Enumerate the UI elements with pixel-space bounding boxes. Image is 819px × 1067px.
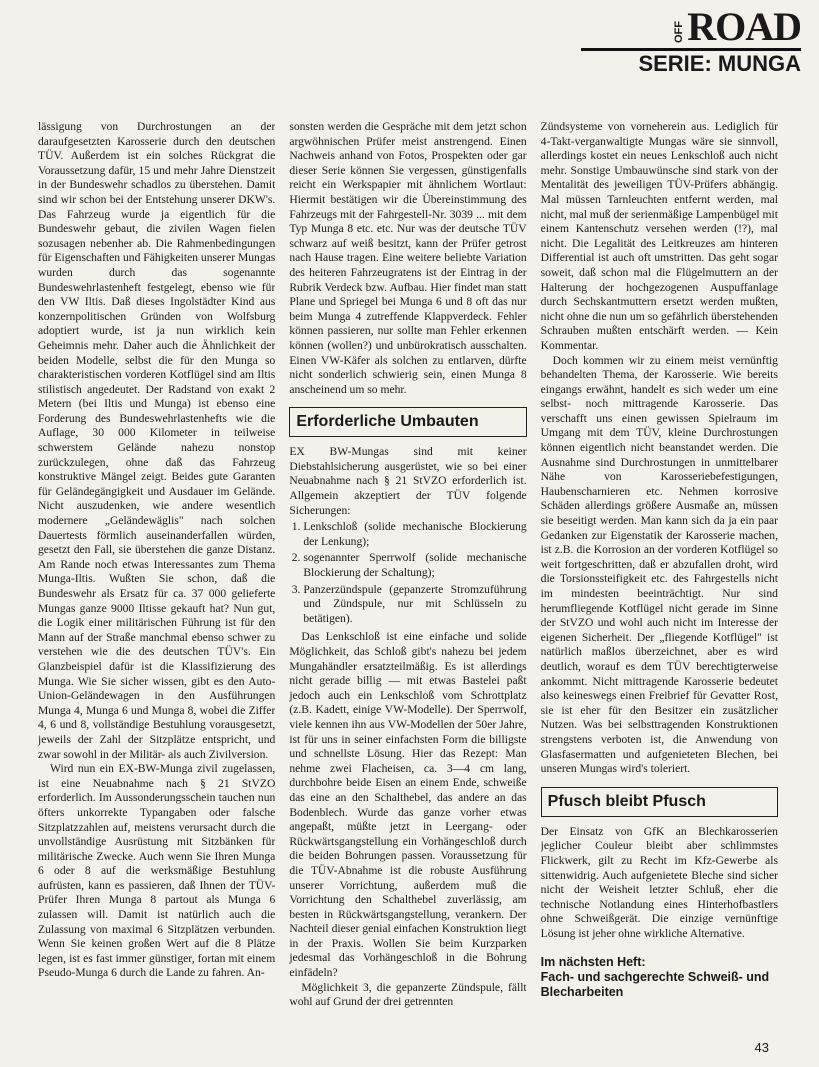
paragraph: EX BW-Mungas sind mit keiner Diebstahlsicherung ausgerüstet, wie so bei einer Neuabnahme nach § 21 StVZO erforderlich ist. Allgemein akzeptiert der TÜV folgende Sicherungen: [289, 445, 527, 517]
paragraph: Doch kommen wir zu einem meist vernünftig behandelten Thema, der Karosserie. Wie bereits eingangs erwähnt, handelt es sich weder um eine selbst- noch mittragende Karosserie. Das verschafft uns einen gewissen Spielraum im Umgang mit dem TÜV, kleine Durchrostungen können eigentlich nicht beanstandet werden. Die Ausnahme sind Durchrostungen in unmittelbarer Nähe von Karosseriebefestigungen, Haubenscharnieren etc. Nehmen korrosive Schäden allerdings größere Ausmaße an, müssen sie beseitigt werden. Man kann sich da ja ein paar Gedanken zur Eigenstatik der Karosserie machen, ist z.B. die Korrosion an der vorderen Kotflügel so weit fortgeschritten, daß er abzufallen droht, wird die Torsionssteifigkeit etc. des Fahrgestells nicht im mindesten beeinträchtigt. Nur sind herumfliegende Kotflügel nicht gerade im Sinne der StVZO und wohl auch nicht im Interesse der eigenen Sicherheit. Der „fliegende Kotflügel" ist natürlich maßlos überzeichnet, aber es wird deutlich, worauf es dem TÜV berechtigterweise ankommt. Nicht mittragende Karosserie bedeutet also keineswegs einen Freibrief für Gevatter Rost, sie ist eher für den Besitzer ein zusätzlicher Nutzen. Was bei selbsttragenden Konstruktionen strengstens verboten ist, die Anwendung von Glasfasermatten und aufgenieteten Blechen, bei unseren Mungas wird's toleriert. [540, 353, 778, 776]
next-issue-topic: Fach- und sachgerechte Schweiß- und Blecharbeiten [540, 970, 770, 1000]
paragraph: Zündsysteme von vorneherein aus. Lediglich für 4-Takt-verganwaltigte Mungas wäre sie sinnvoll, allerdings kostet ein neues Lenkschloß auch nicht mehr. Sonstige Umbauwünsche sind stark von der Mentalität des jeweiligen TÜV-Prüfers abhängig. Mal müssen Tarnleuchten entfernt werden, mal nicht, mal muß der serienmäßige Lampenbügel mit einem Kantenschutz versehen werden (!?), mal nicht. Die Legalität des Leitkreuzes am hinteren Differential ist auch oft umstritten. Das geht sogar soweit, daß schon mal die Flügelmuttern an der Halterung der hochgezogenen Auspuffanlage durch Sechskantmuttern ersetzt werden mußten, nicht ohne die nun um so gefährlich überstehenden Schrauben mußten entschärft werden. — Kein Kommentar. [540, 120, 778, 352]
list-item: 1. Lenkschloß (solide mechanische Blockierung der Lenkung); [303, 520, 526, 549]
paragraph: Der Einsatz von GfK an Blechkarosserien jeglicher Couleur bleibt aber schlimmstes Flickwerk, gilt zu Recht im Kfz-Gewerbe als sittenwidrig. Auch aufgenietete Bleche sind sicher nicht der Weisheit letzter Schluß, eher die technische Notlandung eines Hinterhofbastlers ohne Schweißgerät. Die einzige vernünftige Lösung ist jeher ohne wirkliche Alternative. [540, 824, 778, 940]
offroad-logo [541, 4, 801, 49]
next-issue-title: Im nächsten Heft: [540, 955, 646, 970]
column-2 [289, 120, 526, 1025]
paragraph: Möglichkeit 3, die gepanzerte Zündspule, fällt wohl auf Grund der drei getrennten [289, 980, 527, 1009]
page-header [541, 6, 801, 77]
page-number: 43 [754, 1040, 769, 1055]
paragraph: sonsten werden die Gespräche mit dem jetzt schon argwöhnischen Prüfer meist anstrengend. Einen Nachweis anhand von Fotos, Prospekten oder gar dieser Serie können Sie vergessen, günstigenfalls reicht ein Werkspapier mit ähnlichem Wortlaut: Hiermit bestätigen wir die Übereinstimmung des Fahrzeugs mit der Fahrgestell-Nr. 3039 ... mit dem Typ Munga 8 etc. etc. Nur was der deutsche TÜV schwarz auf weiß besitzt, kann der Prüfer getrost nach Hause tragen. Eine weitere beliebte Variation des heiteren Fahrzeugratens ist der Eintrag in der Rubrik Verdeck bzw. Aufbau. Hier findet man statt Plane und Spriegel bei Munga 6 und 8 oft das nur beim Munga 4 zutreffende Klappverdeck. Fehler können passieren, nur sollte man Fehler erkennen können (wollen?) und unbürokratisch ausschalten. Einen VW-Käfer als solchen zu entlarven, dürfte nicht sonderlich schwierig sein, einen Munga 8 anscheinend um so mehr. [289, 120, 527, 396]
list-item: 3. Panzerzündspule (gepanzerte Stromzuführung und Zündspule, nur mit Schlüsseln zu betätigen). [303, 583, 526, 627]
article-columns [38, 120, 778, 1025]
paragraph: Das Lenkschloß ist eine einfache und solide Möglichkeit, das Schloß gibt's nahezu bei jedem Mungahändler ersatzteilmäßig. Es ist allerdings nicht gerade billig — mit etwas Bastelei paßt jedoch auch ein Lenkschloß vom Schrottplatz (z.B. Kadett, einige VW-Modelle). Der Sperrwolf, viele kennen ihn aus VW-Modellen der 50er Jahre, ist für uns in seiner einfachsten Form die billigste und schnellste Lösung. Hier das Rezept: Man nehme zwei Flacheisen, ca. 3—4 cm lang, durchbohre beide Eisen an einem Ende, schweiße das eine an den Schalthebel, das andere an das Bodenblech. Wurde das ganze vorher etwas angepaßt, müßte jetzt in Leergang- oder Rückwärtsgangstellung ein Vorhängeschloß durch die beiden Bohrungen passen. Voraussetzung für die TÜV-Abnahme ist die robuste Ausführung unserer Vorrichtung, außerdem muß die Vorrichtung den Schalthebel zuverlässig, am besten in Rückwärtsgangstellung, verankern. Der Nachteil dieser genial einfachen Konstruktion liegt in der Praxis. Wollen Sie beim Kurzparken jedesmal das Vorhängeschloß in die Bohrung einfädeln? [289, 630, 527, 980]
paragraph: lässigung von Durchrostungen an der daraufgesetzten Karosserie durch den deutschen TÜV. Außerdem ist ein solches Rückgrat die Voraussetzung dafür, 15 und mehr Jahre Dienstzeit in der Bundeswehr schadlos zu überstehen. Damit sind wir schon bei der Entstehung unserer DKW's. Das Fahrzeug wurde ja eigentlich für die Bundeswehr gebaut, die zivilen Wagen fielen sozusagen nebenher ab. Die Rahmenbedingungen für Eigenschaften und Fähigkeiten unserer Mungas wurden durch das sogenannte Bundeswehrlastenheft festgelegt, ebenso wie für den VW Iltis. Daß dieses Ingolstädter Kind aus konzernpolitischen Gründen von Wolfsburg adoptiert wurde, ist ja nun wirklich kein Geheimnis mehr. Daher auch die Ähnlichkeit der beiden Modelle, selbst die für den Munga so charakteristischen vorderen Kotflügel sind am Iltis stilistisch angedeutet. Der Radstand von exakt 2 Metern (bei Iltis und Munga) ist ebenso eine Forderung des Bundeswehrlastenhefts wie die Auflage, 30 000 Kilometer in teilweise schwerstem Gelände nahezu nonstop zurückzulegen, ohne daß das Fahrzeug konstruktive Mängel zeigt. Beides gute Garanten für Geländegängigkeit und Ausdauer im Gelände. Nicht auszudenken, wie andere wesentlich modernere „Geländewäglis" nach solchen Dauertests förmlich auseinanderfallen würden, gesetzt den Fall, sie überstehen die ganze Distanz. Am Rande noch etwas Interessantes zum Thema Munga-Iltis. Wußten Sie schon, daß die Bundeswehr als Ersatz für ca. 37 000 gelieferte Mungas ganze 9000 Iltisse gekauft hat? Nun gut, die Logik einer militärischen Führung ist für den Mann auf der Straße manchmal ebenso schwer zu verstehen wie die des deutschen TÜV's. Ein Glanzbeispiel dafür ist die Klassifizierung des Munga. Wie Sie sicher wissen, gibt es den Auto-Union-Geländewagen in den Ausführungen Munga 4, Munga 6 und Munga 8, wobei die Ziffer 4, 6 und 8, vollständige Bestuhlung vorausgesetzt, jeweils der Zahl der Sitzplätze entspricht, und zwar sowohl in der Militär- als auch Zivilversion. [38, 120, 276, 761]
column-1 [38, 120, 275, 1025]
security-list [289, 520, 526, 626]
series-title: SERIE: MUNGA [638, 51, 801, 76]
section-heading-umbauten: Erforderliche Umbauten [289, 407, 526, 437]
paragraph: Wird nun ein EX-BW-Munga zivil zugelassen, ist eine Neuabnahme nach § 21 StVZO erforderlich. Im Aussonderungsschein tauchen nun öfters unkorrekte Typangaben oder falsche Sitzplatzzahlen auf, meistens verursacht durch die unvollständige Ausrüstung mit Sitzbänken für militärische Zwecke. Auch wenn Sie Ihren Munga 6 oder 8 auf die werksmäßige Bestuhlung aufrüsten, kann es passieren, daß Ihnen der TÜV-Prüfer Ihren Munga 8 partout als Munga 6 zulassen will. Damit ist natürlich auch die Zulassung von maximal 6 Sitzplätzen verbunden. Wenn Sie keinen großen Wert auf die 8 Plätze legen, ist es fast immer günstiger, fortan mit einem Pseudo-Munga 6 durch die Lande zu fahren. An- [38, 762, 276, 980]
list-item: 2. sogenannter Sperrwolf (solide mechanische Blockierung der Schaltung); [303, 551, 526, 580]
logo-off-text: OFF [673, 21, 686, 43]
logo-road-text: ROAD [687, 4, 801, 49]
section-heading-pfusch: Pfusch bleibt Pfusch [541, 787, 778, 817]
column-3 [541, 120, 778, 1025]
